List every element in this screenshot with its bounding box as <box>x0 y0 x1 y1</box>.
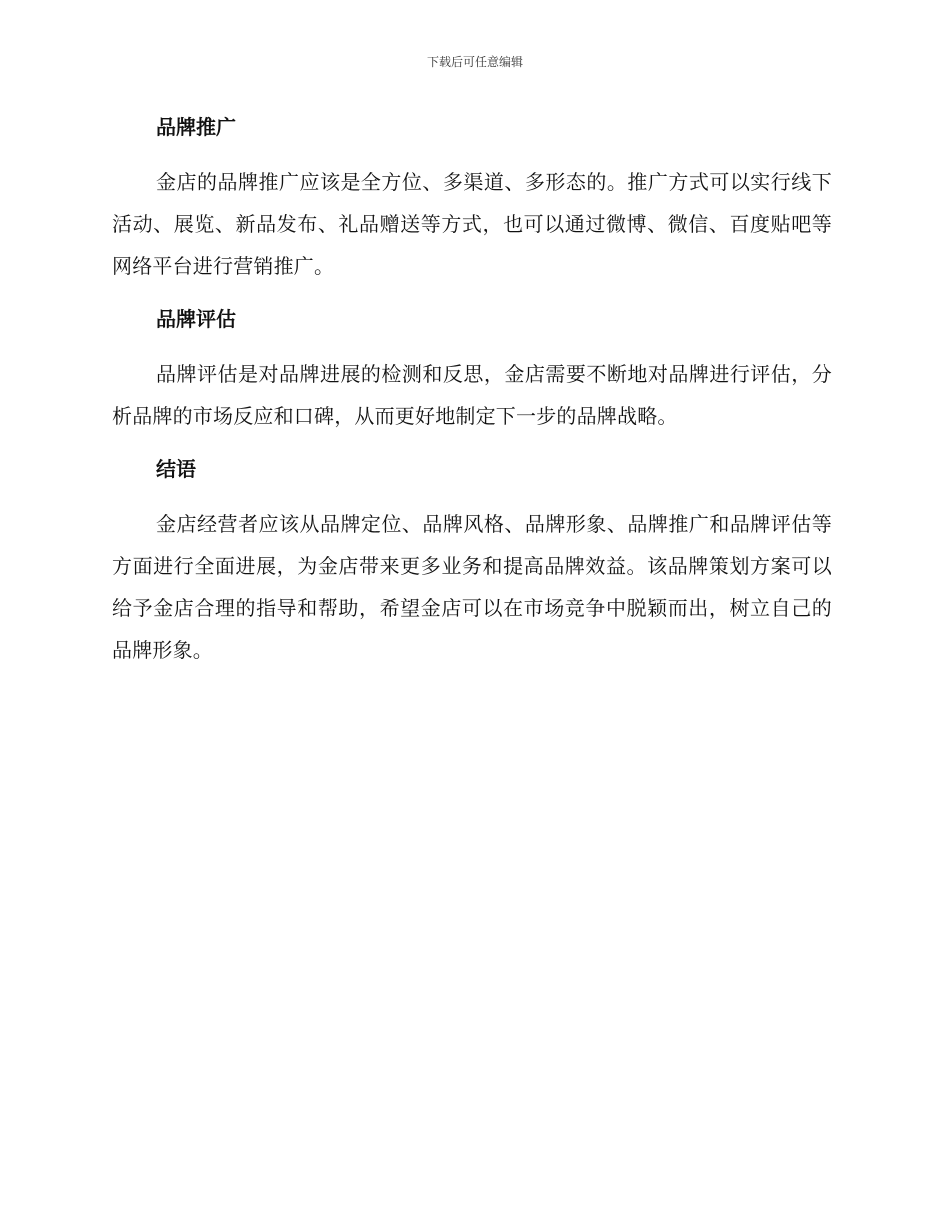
section-heading: 品牌评估 <box>156 307 236 331</box>
section-conclusion <box>112 449 832 671</box>
section-paragraph: 金店的品牌推广应该是全方位、多渠道、多形态的。推广方式可以实行线下活动、展览、新品发布、礼品赠送等方式，也可以通过微博、微信、百度贴吧等网络平台进行营销推广。 <box>112 170 832 278</box>
spacer <box>112 147 832 161</box>
spacer <box>112 437 832 449</box>
section-brand-promotion <box>112 107 832 287</box>
section-heading: 结语 <box>156 457 196 481</box>
section-brand-evaluation <box>112 299 832 437</box>
spacer <box>112 339 832 353</box>
page-header-note: 下载后可任意编辑 <box>426 55 523 69</box>
section-paragraph: 品牌评估是对品牌进展的检测和反思，金店需要不断地对品牌进行评估，分析品牌的市场反应和口碑，从而更好地制定下一步的品牌战略。 <box>112 362 832 428</box>
section-paragraph: 金店经营者应该从品牌定位、品牌风格、品牌形象、品牌推广和品牌评估等方面进行全面进展，为金店带来更多业务和提高品牌效益。该品牌策划方案可以给予金店合理的指导和帮助，希望金店可以在市场竞争中脱颖而出，树立自己的品牌形象。 <box>112 512 832 662</box>
spacer <box>112 489 832 503</box>
document-body <box>112 107 832 671</box>
section-heading: 品牌推广 <box>156 115 236 139</box>
spacer <box>112 287 832 299</box>
